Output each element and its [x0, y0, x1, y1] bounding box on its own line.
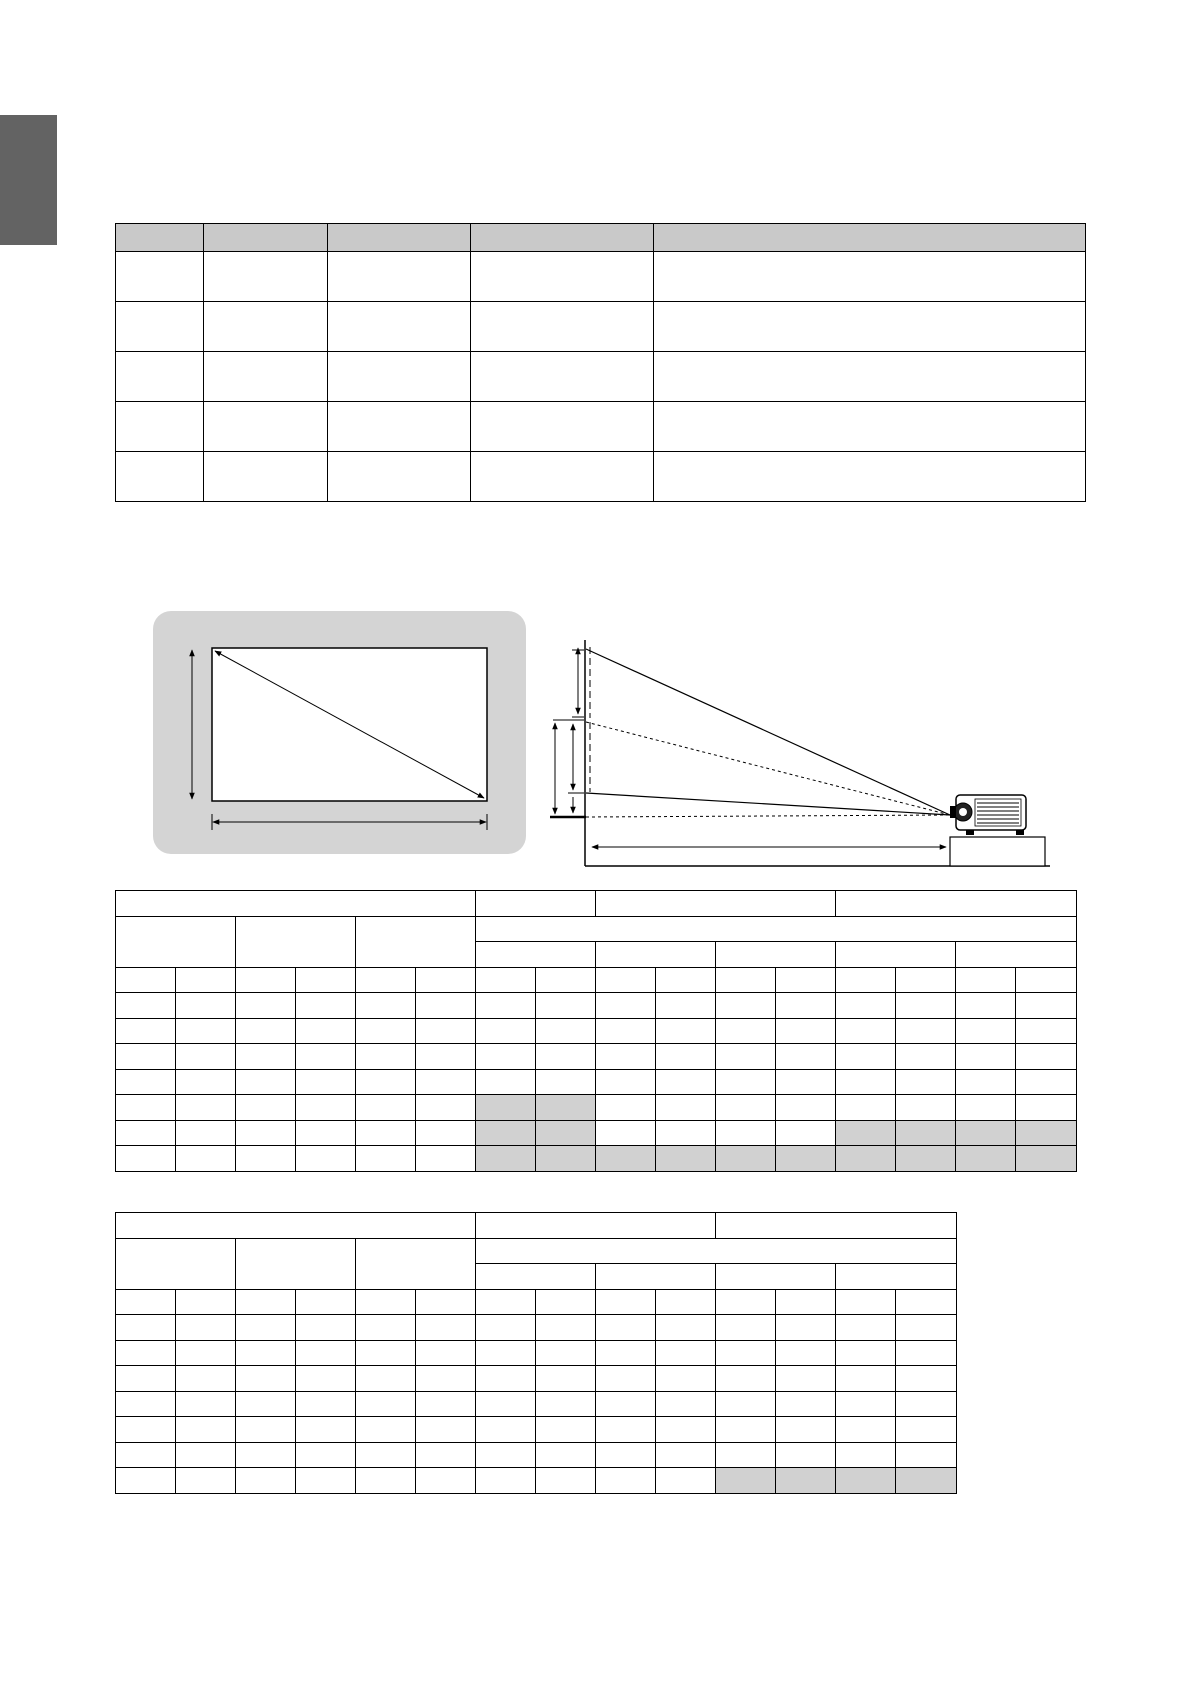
table-cell: [656, 1069, 716, 1095]
table-cell: [116, 1442, 176, 1468]
header-cell: [416, 967, 476, 993]
table-cell: [476, 1442, 536, 1468]
header-cell: [596, 967, 656, 993]
table-cell: [896, 1120, 956, 1146]
table-cell: [536, 1340, 596, 1366]
table-cell: [896, 993, 956, 1019]
table-header-row: [116, 1213, 957, 1239]
table-cell: [356, 1391, 416, 1417]
table-cell: [416, 1120, 476, 1146]
table-cell: [656, 1391, 716, 1417]
table-cell: [776, 1442, 836, 1468]
table-cell: [656, 1044, 716, 1070]
header-cell: [116, 891, 476, 917]
projection-center-ray: [586, 815, 950, 817]
table-cell: [716, 1340, 776, 1366]
table-body: [116, 1315, 957, 1494]
table-cell: [836, 1468, 896, 1494]
header-cell: [116, 967, 176, 993]
table-row: [116, 1340, 957, 1366]
table-cell: [716, 1315, 776, 1341]
table-cell: [596, 1442, 656, 1468]
table-cell: [716, 1468, 776, 1494]
table-cell: [356, 1095, 416, 1121]
table-cell: [236, 993, 296, 1019]
table-cell: [176, 1468, 236, 1494]
table-cell: [236, 1069, 296, 1095]
header-cell: [536, 967, 596, 993]
table-cell: [296, 1417, 356, 1443]
table-cell: [776, 1044, 836, 1070]
header-cell: [716, 1289, 776, 1315]
projection-top-ray: [586, 649, 950, 815]
table-cell: [236, 1366, 296, 1392]
table-cell: [596, 1366, 656, 1392]
table-cell: [776, 1069, 836, 1095]
table-cell: [776, 1120, 836, 1146]
table-cell: [176, 1069, 236, 1095]
table-cell: [836, 1120, 896, 1146]
table-cell: [1016, 1018, 1077, 1044]
table-cell: [236, 1442, 296, 1468]
table-header-row: [116, 916, 1077, 942]
table-cell: [476, 1340, 536, 1366]
table-cell: [476, 1146, 536, 1172]
table-row: [116, 1442, 957, 1468]
header-cell: [416, 1289, 476, 1315]
header-cell: [716, 1213, 957, 1239]
table-cell: [416, 993, 476, 1019]
header-cell: [776, 967, 836, 993]
header-cell: [296, 1289, 356, 1315]
table-cell: [716, 1366, 776, 1392]
table-cell: [356, 1366, 416, 1392]
table-row: [116, 1417, 957, 1443]
table-cell: [296, 1391, 356, 1417]
header-cell: [1016, 967, 1077, 993]
table-cell: [596, 1069, 656, 1095]
table-cell: [896, 1146, 956, 1172]
projection-bottom-ray: [586, 793, 950, 815]
table-cell: [776, 1095, 836, 1121]
table-cell: [236, 1044, 296, 1070]
table-cell: [356, 1018, 416, 1044]
table-cell: [296, 1044, 356, 1070]
table-cell: [896, 1018, 956, 1044]
table-cell: [596, 1095, 656, 1121]
table-cell: [776, 1417, 836, 1443]
projector-stand: [950, 837, 1045, 866]
table-cell: [656, 1018, 716, 1044]
table-cell: [476, 1315, 536, 1341]
table-cell: [716, 1044, 776, 1070]
table-cell: [836, 1366, 896, 1392]
table-cell: [1016, 1044, 1077, 1070]
table-cell: [596, 1391, 656, 1417]
header-cell: [956, 942, 1077, 968]
table-row: [116, 1315, 957, 1341]
table-cell: [476, 1366, 536, 1392]
table-header-row: [116, 891, 1077, 917]
table-cell: [896, 1366, 957, 1392]
header-cell: [236, 967, 296, 993]
table-cell: [596, 1044, 656, 1070]
table-cell: [356, 1442, 416, 1468]
header-cell: [656, 1289, 716, 1315]
table-cell: [176, 1315, 236, 1341]
table-cell: [116, 1018, 176, 1044]
table-cell: [716, 1018, 776, 1044]
table-cell: [896, 1417, 957, 1443]
header-cell: [296, 967, 356, 993]
table-cell: [176, 1442, 236, 1468]
table-cell: [1016, 1120, 1077, 1146]
table-row: [116, 1366, 957, 1392]
table-row: [116, 1044, 1077, 1070]
table-cell: [596, 1146, 656, 1172]
table-row: [116, 1095, 1077, 1121]
table-cell: [416, 1391, 476, 1417]
table-row: [116, 1018, 1077, 1044]
table-cell: [536, 1417, 596, 1443]
table-cell: [176, 1146, 236, 1172]
header-cell: [356, 1238, 476, 1289]
table-cell: [596, 1417, 656, 1443]
table-cell: [296, 1442, 356, 1468]
table-cell: [656, 1095, 716, 1121]
table-cell: [356, 1468, 416, 1494]
table-cell: [176, 1391, 236, 1417]
table-cell: [536, 1391, 596, 1417]
table-row: [116, 1146, 1077, 1172]
table-cell: [896, 1044, 956, 1070]
table-cell: [236, 1340, 296, 1366]
header-cell: [476, 1238, 957, 1264]
table-cell: [896, 1391, 957, 1417]
table-cell: [956, 1095, 1016, 1121]
table-cell: [836, 1018, 896, 1044]
table-cell: [296, 1315, 356, 1341]
table-cell: [116, 1069, 176, 1095]
table-cell: [836, 1442, 896, 1468]
table-cell: [116, 1095, 176, 1121]
table-cell: [836, 1095, 896, 1121]
table-header-row: [116, 1289, 957, 1315]
header-cell: [116, 916, 236, 967]
table-cell: [956, 1069, 1016, 1095]
table-cell: [536, 1120, 596, 1146]
table-cell: [476, 1120, 536, 1146]
table-cell: [356, 993, 416, 1019]
table-cell: [776, 1315, 836, 1341]
table-cell: [356, 1340, 416, 1366]
table-cell: [296, 1120, 356, 1146]
header-cell: [836, 967, 896, 993]
table-cell: [116, 1417, 176, 1443]
header-cell: [116, 1238, 236, 1289]
table-cell: [836, 1069, 896, 1095]
table-cell: [1016, 1095, 1077, 1121]
header-cell: [896, 1289, 957, 1315]
header-cell: [836, 1264, 957, 1290]
table-cell: [236, 1315, 296, 1341]
table-cell: [716, 993, 776, 1019]
table-cell: [656, 1120, 716, 1146]
table-cell: [596, 1468, 656, 1494]
table-row: [116, 993, 1077, 1019]
distance-table-1: [115, 890, 1077, 1172]
table-cell: [176, 1095, 236, 1121]
header-cell: [356, 916, 476, 967]
table-cell: [776, 1018, 836, 1044]
table-cell: [716, 1120, 776, 1146]
table-cell: [416, 1366, 476, 1392]
table-cell: [416, 1468, 476, 1494]
table-cell: [956, 1120, 1016, 1146]
header-cell: [836, 942, 956, 968]
table-cell: [476, 1468, 536, 1494]
header-cell: [116, 1289, 176, 1315]
table-cell: [656, 1417, 716, 1443]
table-cell: [596, 993, 656, 1019]
table-cell: [596, 1120, 656, 1146]
table-cell: [116, 1120, 176, 1146]
table-cell: [836, 993, 896, 1019]
table-cell: [356, 1315, 416, 1341]
header-cell: [476, 891, 596, 917]
table-cell: [476, 1417, 536, 1443]
header-cell: [176, 1289, 236, 1315]
table-cell: [176, 1044, 236, 1070]
table-cell: [776, 1146, 836, 1172]
table-cell: [896, 1095, 956, 1121]
table-cell: [116, 1391, 176, 1417]
table-cell: [956, 1146, 1016, 1172]
table-cell: [356, 1044, 416, 1070]
table-cell: [416, 1018, 476, 1044]
table-cell: [416, 1146, 476, 1172]
table-cell: [536, 1442, 596, 1468]
table-cell: [476, 1095, 536, 1121]
table-row: [116, 1069, 1077, 1095]
table-cell: [596, 1340, 656, 1366]
table-cell: [296, 1146, 356, 1172]
table-cell: [236, 1120, 296, 1146]
table-cell: [116, 993, 176, 1019]
table-cell: [956, 1044, 1016, 1070]
header-cell: [716, 942, 836, 968]
header-cell: [476, 1264, 596, 1290]
table-cell: [776, 1391, 836, 1417]
header-cell: [176, 967, 236, 993]
header-cell: [236, 1238, 356, 1289]
projection-distance-diagram: [550, 640, 1050, 866]
table-cell: [356, 1120, 416, 1146]
table-cell: [836, 1391, 896, 1417]
table-cell: [416, 1442, 476, 1468]
header-cell: [476, 1213, 716, 1239]
header-cell: [236, 1289, 296, 1315]
distance-table-2: [115, 1212, 957, 1494]
table-row: [116, 1120, 1077, 1146]
table-cell: [656, 1468, 716, 1494]
table-cell: [296, 1366, 356, 1392]
table-cell: [536, 1044, 596, 1070]
table-cell: [656, 1366, 716, 1392]
table-cell: [236, 1018, 296, 1044]
table-cell: [296, 1340, 356, 1366]
table-cell: [656, 1442, 716, 1468]
header-cell: [716, 967, 776, 993]
table-cell: [776, 1340, 836, 1366]
table-cell: [176, 1366, 236, 1392]
table-cell: [236, 1468, 296, 1494]
table-cell: [716, 1417, 776, 1443]
table-cell: [656, 1315, 716, 1341]
table-cell: [956, 993, 1016, 1019]
table-cell: [656, 1340, 716, 1366]
table-cell: [296, 993, 356, 1019]
table-cell: [536, 1069, 596, 1095]
table-row: [116, 1391, 957, 1417]
table-header-row: [116, 1238, 957, 1264]
table-cell: [176, 1120, 236, 1146]
header-cell: [476, 1289, 536, 1315]
table-cell: [116, 1366, 176, 1392]
header-cell: [956, 967, 1016, 993]
table-cell: [776, 1366, 836, 1392]
header-cell: [356, 967, 416, 993]
table-cell: [536, 1146, 596, 1172]
table-cell: [536, 1468, 596, 1494]
table-cell: [116, 1340, 176, 1366]
table-cell: [296, 1018, 356, 1044]
table-cell: [116, 1468, 176, 1494]
table-cell: [776, 993, 836, 1019]
table-cell: [116, 1146, 176, 1172]
table-row: [116, 1468, 957, 1494]
header-cell: [536, 1289, 596, 1315]
table-cell: [476, 993, 536, 1019]
table-cell: [116, 1315, 176, 1341]
table-cell: [716, 1095, 776, 1121]
table-header-row: [116, 967, 1077, 993]
table-cell: [836, 1417, 896, 1443]
header-cell: [596, 1289, 656, 1315]
table-cell: [176, 993, 236, 1019]
table-cell: [536, 1095, 596, 1121]
table-cell: [776, 1468, 836, 1494]
table-cell: [1016, 993, 1077, 1019]
table-cell: [176, 1340, 236, 1366]
table-cell: [956, 1018, 1016, 1044]
table-cell: [356, 1069, 416, 1095]
header-cell: [236, 916, 356, 967]
header-cell: [656, 967, 716, 993]
header-cell: [596, 891, 836, 917]
header-cell: [356, 1289, 416, 1315]
header-cell: [716, 1264, 836, 1290]
table-cell: [596, 1018, 656, 1044]
table-cell: [236, 1146, 296, 1172]
table-cell: [476, 1069, 536, 1095]
table-cell: [236, 1417, 296, 1443]
table-cell: [836, 1044, 896, 1070]
header-cell: [896, 967, 956, 993]
table-cell: [896, 1315, 957, 1341]
screen-size-diagram: [153, 611, 526, 854]
header-cell: [596, 1264, 716, 1290]
header-cell: [476, 967, 536, 993]
table-cell: [1016, 1146, 1077, 1172]
table-cell: [716, 1442, 776, 1468]
projection-offset-ray: [586, 722, 950, 815]
table-cell: [896, 1442, 957, 1468]
table-cell: [176, 1417, 236, 1443]
table-cell: [416, 1315, 476, 1341]
table-cell: [476, 1018, 536, 1044]
header-cell: [836, 891, 1077, 917]
table-cell: [476, 1391, 536, 1417]
table-cell: [296, 1468, 356, 1494]
table-body: [116, 993, 1077, 1172]
header-cell: [476, 942, 596, 968]
table-cell: [716, 1069, 776, 1095]
table-cell: [536, 1018, 596, 1044]
table-cell: [536, 1366, 596, 1392]
table-cell: [176, 1018, 236, 1044]
projector-icon: [950, 795, 1026, 835]
header-cell: [836, 1289, 896, 1315]
table-cell: [596, 1315, 656, 1341]
table-cell: [716, 1391, 776, 1417]
table-cell: [416, 1069, 476, 1095]
table-cell: [896, 1069, 956, 1095]
table-cell: [836, 1315, 896, 1341]
table-cell: [836, 1146, 896, 1172]
table-cell: [536, 1315, 596, 1341]
table-cell: [656, 993, 716, 1019]
table-cell: [476, 1044, 536, 1070]
header-cell: [116, 1213, 476, 1239]
table-cell: [356, 1417, 416, 1443]
table-cell: [356, 1146, 416, 1172]
table-cell: [236, 1095, 296, 1121]
table-cell: [896, 1340, 957, 1366]
table-cell: [1016, 1069, 1077, 1095]
table-cell: [236, 1391, 296, 1417]
table-cell: [896, 1468, 957, 1494]
table-cell: [836, 1340, 896, 1366]
table-cell: [296, 1095, 356, 1121]
table-cell: [416, 1044, 476, 1070]
table-cell: [116, 1044, 176, 1070]
table-cell: [656, 1146, 716, 1172]
table-cell: [416, 1340, 476, 1366]
header-cell: [476, 916, 1077, 942]
header-cell: [596, 942, 716, 968]
table-cell: [416, 1417, 476, 1443]
table-cell: [416, 1095, 476, 1121]
table-cell: [296, 1069, 356, 1095]
table-cell: [716, 1146, 776, 1172]
table-cell: [536, 993, 596, 1019]
header-cell: [776, 1289, 836, 1315]
